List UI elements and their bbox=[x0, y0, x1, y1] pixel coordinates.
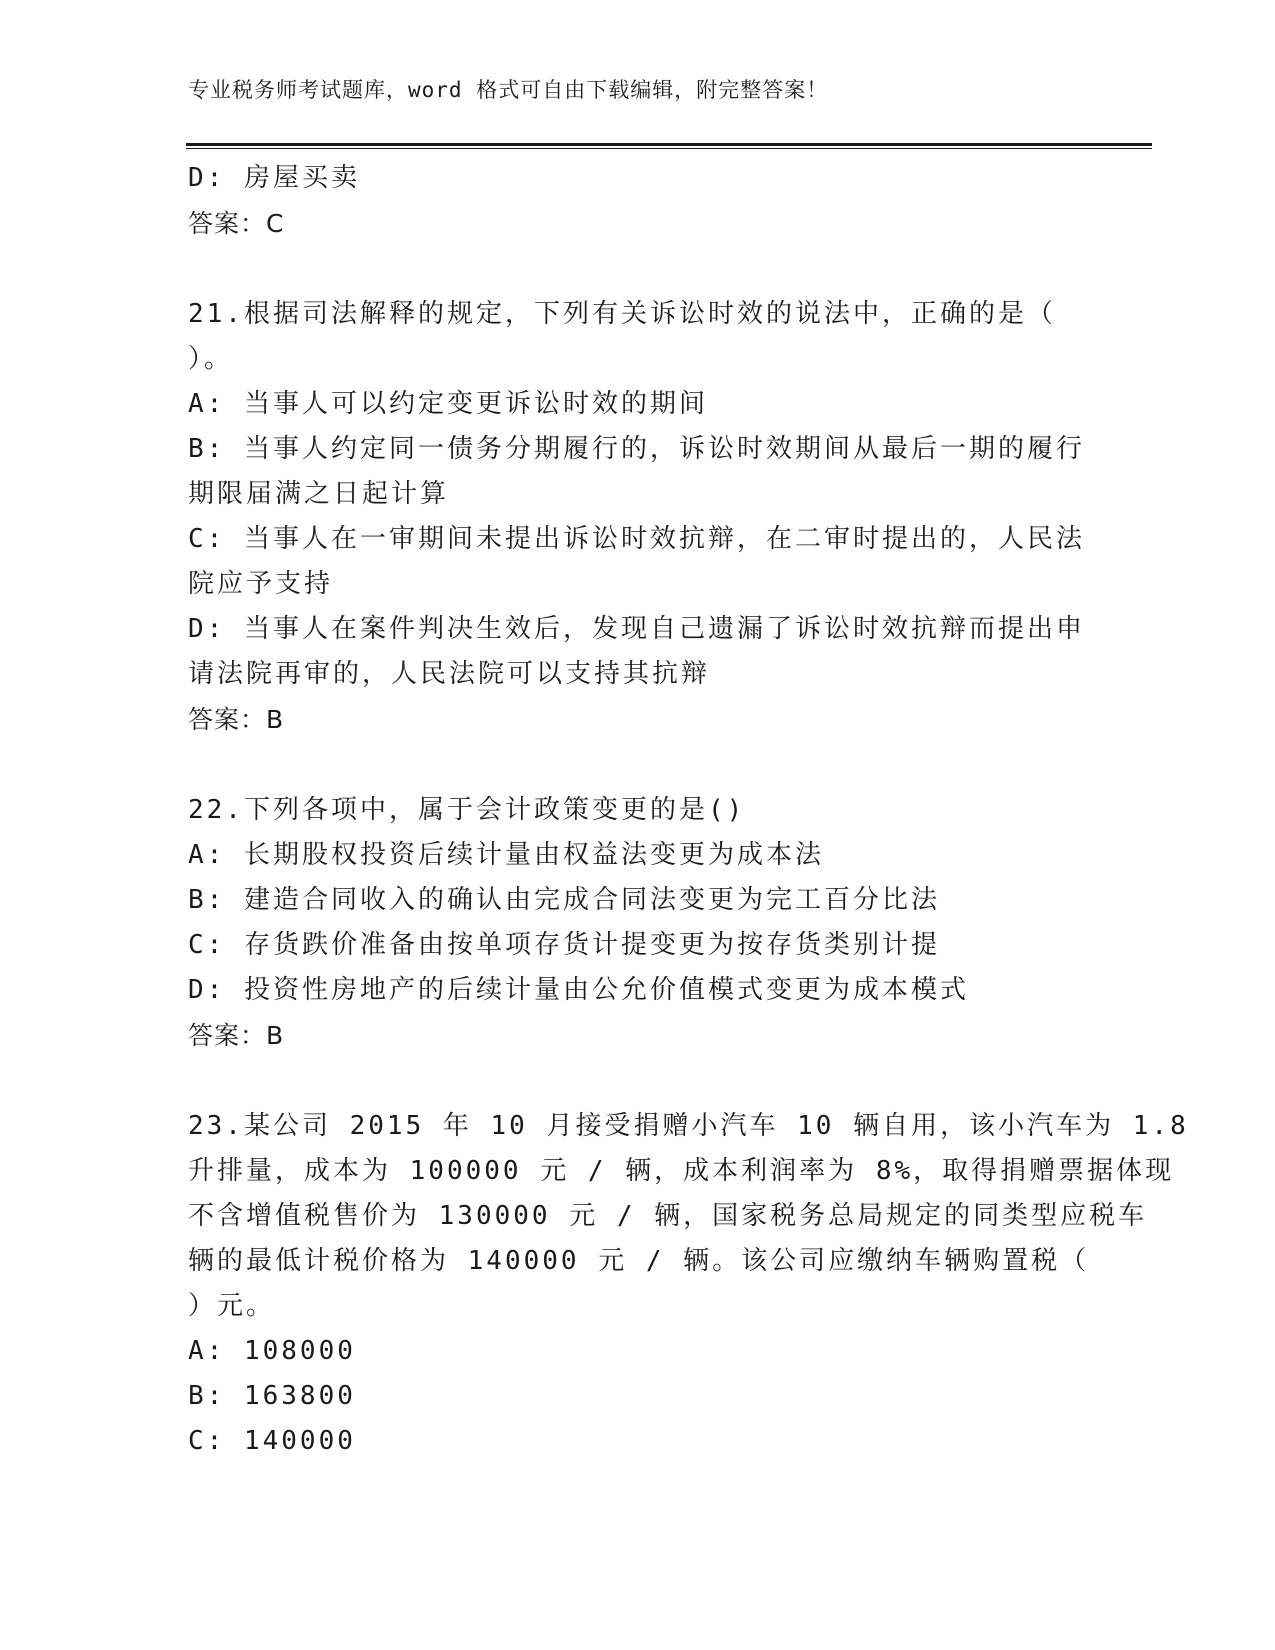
option-b: B: 当事人约定同一债务分期履行的，诉讼时效期间从最后一期的履行 bbox=[188, 434, 1085, 464]
question-stem: 22.下列各项中，属于会计政策变更的是() bbox=[188, 795, 746, 825]
option-a: A: 108000 bbox=[188, 1336, 356, 1366]
option-a: A: 长期股权投资后续计量由权益法变更为成本法 bbox=[188, 840, 824, 870]
option-d: D: 投资性房地产的后续计量由公允价值模式变更为成本模式 bbox=[188, 975, 969, 1005]
question-stem: 21.根据司法解释的规定，下列有关诉讼时效的说法中，正确的是（ bbox=[188, 299, 1056, 329]
option-c-continued: 院应予支持 bbox=[188, 569, 334, 599]
answer-line: 答案：C bbox=[188, 209, 285, 238]
question-22 bbox=[188, 788, 1088, 1058]
option-c: C: 存货跌价准备由按单项存货计提变更为按存货类别计提 bbox=[188, 930, 940, 960]
option-d: D: 房屋买卖 bbox=[188, 163, 360, 193]
option-a: A: 当事人可以约定变更诉讼时效的期间 bbox=[188, 389, 708, 419]
answer-line: 答案：B bbox=[188, 705, 285, 734]
question-stem-continued: ）。 bbox=[188, 344, 234, 374]
previous-question-tail bbox=[188, 156, 1088, 246]
option-c: C: 140000 bbox=[188, 1426, 356, 1456]
question-content bbox=[188, 156, 1189, 1464]
option-c: C: 当事人在一审期间未提出诉讼时效抗辩，在二审时提出的，人民法 bbox=[188, 524, 1085, 554]
question-21 bbox=[188, 292, 1088, 742]
page-header: 专业税务师考试题库，word 格式可自由下载编辑，附完整答案！ bbox=[188, 78, 829, 102]
question-23 bbox=[188, 1104, 1189, 1464]
question-stem: 23.某公司 2015 年 10 月接受捐赠小汽车 10 辆自用，该小汽车为 1.8 bbox=[188, 1111, 1189, 1141]
question-stem-continued: 辆的最低计税价格为 140000 元 / 辆。该公司应缴纳车辆购置税（ bbox=[188, 1246, 1090, 1276]
question-stem-continued: 升排量，成本为 100000 元 / 辆，成本利润率为 8%，取得捐赠票据体现 bbox=[188, 1156, 1175, 1186]
option-d: D: 当事人在案件判决生效后，发现自己遗漏了诉讼时效抗辩而提出申 bbox=[188, 614, 1085, 644]
option-b-continued: 期限届满之日起计算 bbox=[188, 479, 450, 509]
question-stem-continued: ）元。 bbox=[188, 1291, 276, 1321]
option-d-continued: 请法院再审的，人民法院可以支持其抗辩 bbox=[188, 659, 711, 689]
answer-line: 答案：B bbox=[188, 1021, 285, 1050]
option-b: B: 163800 bbox=[188, 1381, 356, 1411]
header-divider bbox=[186, 143, 1152, 149]
option-b: B: 建造合同收入的确认由完成合同法变更为完工百分比法 bbox=[188, 885, 940, 915]
question-stem-continued: 不含增值税售价为 130000 元 / 辆，国家税务总局规定的同类型应税车 bbox=[188, 1201, 1148, 1231]
